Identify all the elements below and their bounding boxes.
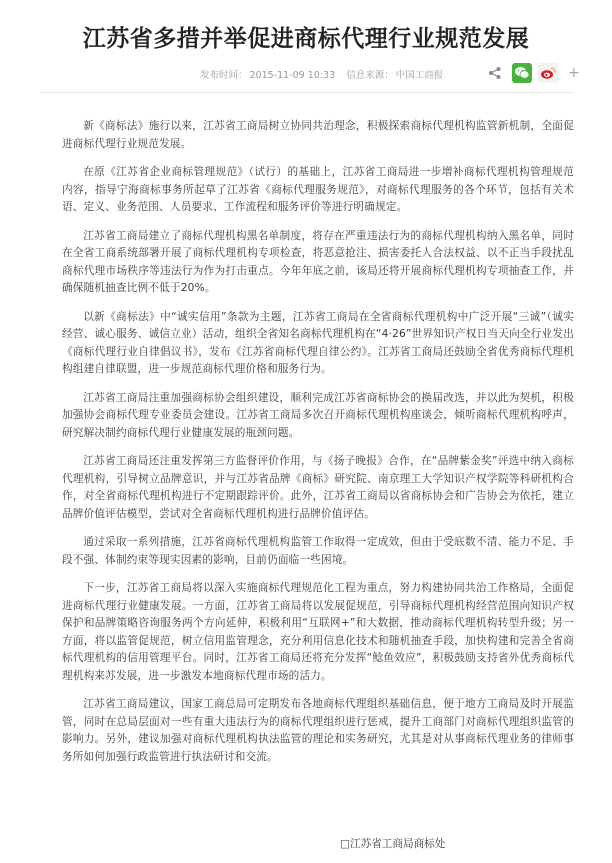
source: 中国工商报 [395,70,444,81]
publish-time: 2015-11-09 10:33 [249,70,336,81]
article-body [62,118,574,777]
paragraph: 下一步，江苏省工商局将以深入实施商标代理规范化工程为重点，努力构建协同共治工作格局，全面促进商标代理行业健康发展。一方面，江苏省工商局将以发展促规范，引导商标代理机构经营范围向知识产权保护和品牌策略咨询服务两个方向延伸，积极利用“互联网+”和大数据，推动商标代理机构转型升级；另一方面，将以监管促规范，树立信用监管理念，充分利用信息化技术和随机抽查手段，加快构建和完善全省商标代理机构的信用管理平台。同时，江苏省工商局还将充分发挥“鲶鱼效应”，积极鼓励支持省外优秀商标代理机构来苏发展，进一步激发本地商标代理市场的活力。 [62,582,574,682]
publish-time-label: 发布时间： [200,70,248,81]
meta-info [200,67,445,81]
paragraph: 江苏省工商局建议，国家工商总局可定期发布各地商标代理组织基础信息，便于地方工商局及时开展监管，同时在总局层面对一些有重大违法行为的商标代理组织进行惩戒，提升工商部门对商标代理组织监管的影响力。另外，建议加强对商标代理机构执法监管的理论和实务研究，尤其是对从事商标代理业务的律师事务所如何加强行政监管进行执法研讨和交流。 [62,698,574,763]
source-label: 信息来源： [346,70,394,81]
wechat-icon[interactable] [512,63,532,83]
article-title: 江苏省多措并举促进商标代理行业规范发展 [82,26,530,52]
share-icon[interactable] [488,66,502,80]
paragraph: 以新《商标法》中“诚实信用”条款为主题，江苏省工商局在全省商标代理机构中广泛开展“三诚”（诚实经营、诚心服务、诚信立业）活动，组织全省知名商标代理机构在“4·26”世界知识产权日当天向全行业发出《商标代理行业自律倡议书》，发布《江苏省商标代理自律公约》。江苏省工商局还鼓励全省优秀商标代理机构组建自律联盟，进一步规范商标代理价格和服务行为。 [62,310,574,375]
paragraph: 江苏省工商局注重加强商标协会组织建设，顺利完成江苏省商标协会的换届改选，并以此为契机，积极加强协会商标代理专业委员会建设。江苏省工商局多次召开商标代理机构座谈会，倾听商标代理机构呼声，研究解决制约商标代理行业健康发展的瓶颈问题。 [62,391,574,439]
share-bar [488,62,580,84]
paragraph: 在原《江苏省企业商标管理规范》（试行）的基础上，江苏省工商局进一步增补商标代理机构管理规范内容，指导宁海商标事务所起草了江苏省《商标代理服务规范》，对商标代理服务的各个环节，包括有关术语、定义、业务范围、人员要求、工作流程和服务评价等进行明确规定。 [62,166,574,213]
article-signature: □江苏省工商局商标处 [340,838,446,850]
article-meta [0,62,612,84]
paragraph: 新《商标法》施行以来，江苏省工商局树立协同共治理念，积极探索商标代理机构监管新机制，全面促进商标代理行业规范发展。 [62,120,574,150]
plus-icon[interactable]: + [568,65,580,81]
divider [40,92,572,93]
weibo-icon[interactable] [538,63,558,83]
paragraph: 江苏省工商局还注重发挥第三方监督评价作用，与《扬子晚报》合作，在“品牌紫金奖”评选中纳入商标代理机构，引导树立品牌意识，并与江苏省品牌《商标》研究院、南京理工大学知识产权学院等科研机构合作，对全省商标代理机构进行不定期跟踪评价。此外，江苏省工商局以省商标协会和广告协会为依托，建立品牌价值评估模型，尝试对全省商标代理机构进行品牌价值评估。 [62,455,574,520]
paragraph: 江苏省工商局建立了商标代理机构黑名单制度，将存在严重违法行为的商标代理机构纳入黑名单，同时在全省工商系统部署开展了商标代理机构专项检查，将恶意抢注、损害委托人合法权益、以不正当手段扰乱商标代理市场秩序等违法行为作为打击重点。今年年底之前，该局还将开展商标代理机构专项抽查工作，并确保随机抽查比例不低于20%。 [62,229,574,294]
paragraph: 通过采取一系列措施，江苏省商标代理机构监管工作取得一定成效，但由于受底数不清、能力不足、手段不强、体制约束等现实因素的影响，目前仍面临一些困境。 [62,536,574,566]
